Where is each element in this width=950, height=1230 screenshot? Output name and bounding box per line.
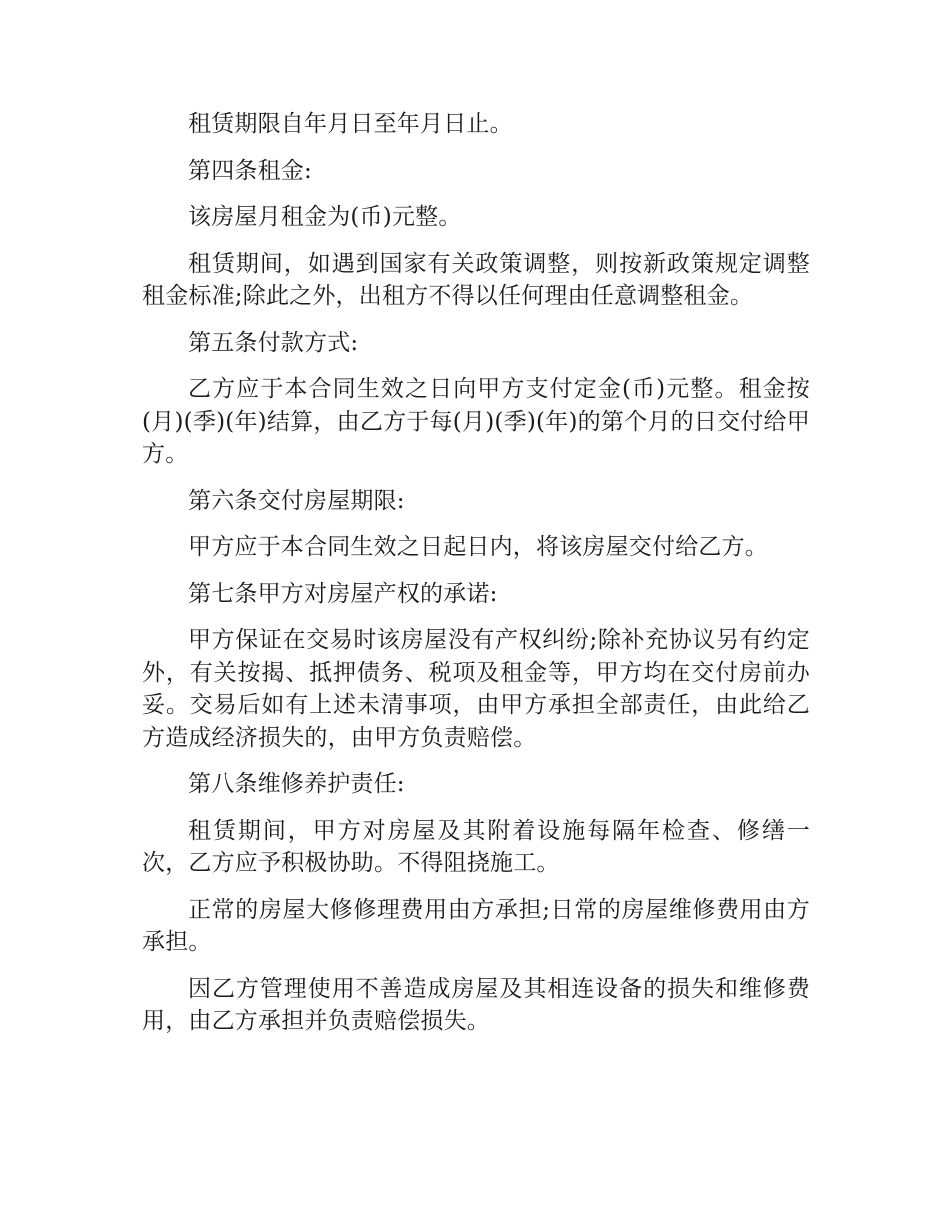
paragraph-rent-adjustment: 租赁期间，如遇到国家有关政策调整，则按新政策规定调整租金标准;除此之外，出租方不得以任何理由任意调整租金。 bbox=[142, 250, 810, 309]
paragraph-inspection-repair: 租赁期间，甲方对房屋及其附着设施每隔年检查、修缮一次，乙方应予积极协助。不得阻挠施工。 bbox=[142, 817, 810, 876]
heading-article-4-rent: 第四条租金: bbox=[188, 157, 312, 184]
paragraph-lease-term: 租赁期限自年月日至年月日止。 bbox=[188, 111, 513, 137]
heading-article-7-title-guarantee: 第七条甲方对房屋产权的承诺: bbox=[188, 580, 498, 607]
document-body bbox=[142, 108, 810, 1052]
paragraph-repair-costs: 正常的房屋大修修理费用由方承担;日常的房屋维修费用由方承担。 bbox=[142, 896, 810, 955]
heading-article-5-payment: 第五条付款方式: bbox=[188, 329, 359, 356]
paragraph-title-guarantee: 甲方保证在交易时该房屋没有产权纠纷;除补充协议另有约定外，有关按揭、抵押债务、税项及租金等，甲方均在交付房前办妥。交易后如有上述未清事项，由甲方承担全部责任，由此给乙方造成经济损失的，由甲方负责赔偿。 bbox=[142, 627, 810, 751]
heading-article-6-delivery: 第六条交付房屋期限: bbox=[188, 487, 405, 514]
paragraph-payment-terms: 乙方应于本合同生效之日向甲方支付定金(币)元整。租金按(月)(季)(年)结算，由乙方于每(月)(季)(年)的第个月的日交付给甲方。 bbox=[142, 376, 810, 467]
paragraph-monthly-rent: 该房屋月租金为(币)元整。 bbox=[188, 204, 462, 230]
paragraph-delivery-deadline: 甲方应于本合同生效之日起日内，将该房屋交付给乙方。 bbox=[188, 534, 768, 560]
paragraph-damage-liability: 因乙方管理使用不善造成房屋及其相连设备的损失和维修费用，由乙方承担并负责赔偿损失。 bbox=[142, 975, 810, 1034]
heading-article-8-maintenance: 第八条维修养护责任: bbox=[188, 771, 405, 797]
